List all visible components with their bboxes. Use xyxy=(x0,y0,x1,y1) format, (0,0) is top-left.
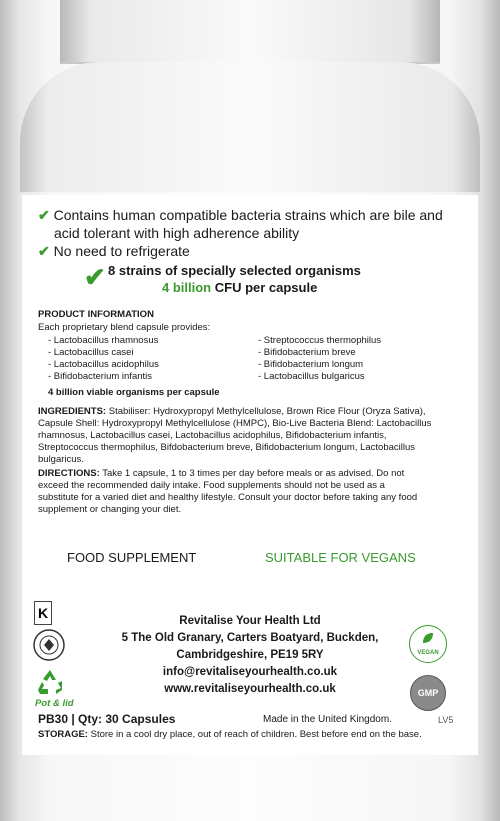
strain-item: - Streptococcus thermophilus xyxy=(258,335,382,346)
bottle-cap xyxy=(60,0,440,64)
product-info-heading: PRODUCT INFORMATION xyxy=(38,309,154,320)
batch-code: LV5 xyxy=(438,715,454,725)
strain-item: - Bifidobacterium infantis xyxy=(48,371,153,382)
vegan-label: SUITABLE FOR VEGANS xyxy=(265,550,416,565)
company-address-1: 5 The Old Granary, Carters Boatyard, Buckden, xyxy=(121,632,379,644)
strain-item: - Lactobacillus rhamnosus xyxy=(48,335,159,346)
checkmark-icon: ✔ xyxy=(38,243,50,259)
vegan-badge-icon: VEGAN xyxy=(409,625,447,663)
gmp-badge-icon: GMP xyxy=(410,675,446,711)
product-code: PB30 | Qty: 30 Capsules xyxy=(38,712,176,726)
viable-organisms: 4 billion viable organisms per capsule xyxy=(48,387,220,398)
cfu-headline: 4 billion CFU per capsule xyxy=(162,280,318,295)
bottle-shoulder xyxy=(20,62,480,192)
claim-bile-tolerant: ✔ Contains human compatible bacteria strains which are bile and xyxy=(38,207,443,223)
strains-headline: 8 strains of specially selected organisms xyxy=(108,263,361,278)
ingredients-block: INGREDIENTS: Stabiliser: Hydroxypropyl Methylcellulose, Brown Rice Flour (Oryza Sativa), Capsule Shell: Hydroxypropyl Methylcellulose (HMPC), Bio-Live Bacteria Blend: Lactobacillus rhamnosus, Lactobacillus casei, Lactobacillus acidophilus, Bifidobacterium infantis, Streptococcus thermophilus, Bifdobacterium breve, Bifidobacterium longum, Lactobacillus bulgaricus. xyxy=(38,406,432,465)
directions-block: DIRECTIONS: Take 1 capsule, 1 to 3 times per day before meals or as advised. Do not exceed the recommended daily intake. Food supplements should not be used as a substitute for a varied diet and healthy lifestyle. Consult your doctor before taking any food supplement or changing your diet. xyxy=(38,468,418,515)
kosher-icon: K xyxy=(34,601,52,625)
storage-line: STORAGE: Store in a cool dry place, out of reach of children. Best before end on the base. xyxy=(38,729,422,740)
leaf-icon xyxy=(421,631,435,645)
company-name: Revitalise Your Health Ltd xyxy=(179,615,321,627)
claim-no-refrigerate: ✔ No need to refrigerate xyxy=(38,243,190,259)
checkmark-icon: ✔ xyxy=(84,262,106,292)
company-email: info@revitaliseyourhealth.co.uk xyxy=(162,666,338,678)
claim-bile-tolerant-line2: acid tolerant with high adherence ability xyxy=(54,225,300,241)
company-website: www.revitaliseyourhealth.co.uk xyxy=(164,683,336,695)
made-in-label: Made in the United Kingdom. xyxy=(263,714,392,725)
strain-item: - Lactobacillus bulgaricus xyxy=(258,371,365,382)
food-supplement-label: FOOD SUPPLEMENT xyxy=(67,550,197,565)
strain-item: - Bifidobacterium breve xyxy=(258,347,356,358)
pot-lid-label: Pot & lid xyxy=(35,698,74,709)
product-info-intro: Each proprietary blend capsule provides: xyxy=(38,322,211,333)
strain-item: - Lactobacillus casei xyxy=(48,347,134,358)
checkmark-icon: ✔ xyxy=(38,207,50,223)
strain-item: - Bifidobacterium longum xyxy=(258,359,364,370)
strain-item: - Lactobacillus acidophilus xyxy=(48,359,159,370)
company-address-2: Cambridgeshire, PE19 5RY xyxy=(176,649,324,661)
